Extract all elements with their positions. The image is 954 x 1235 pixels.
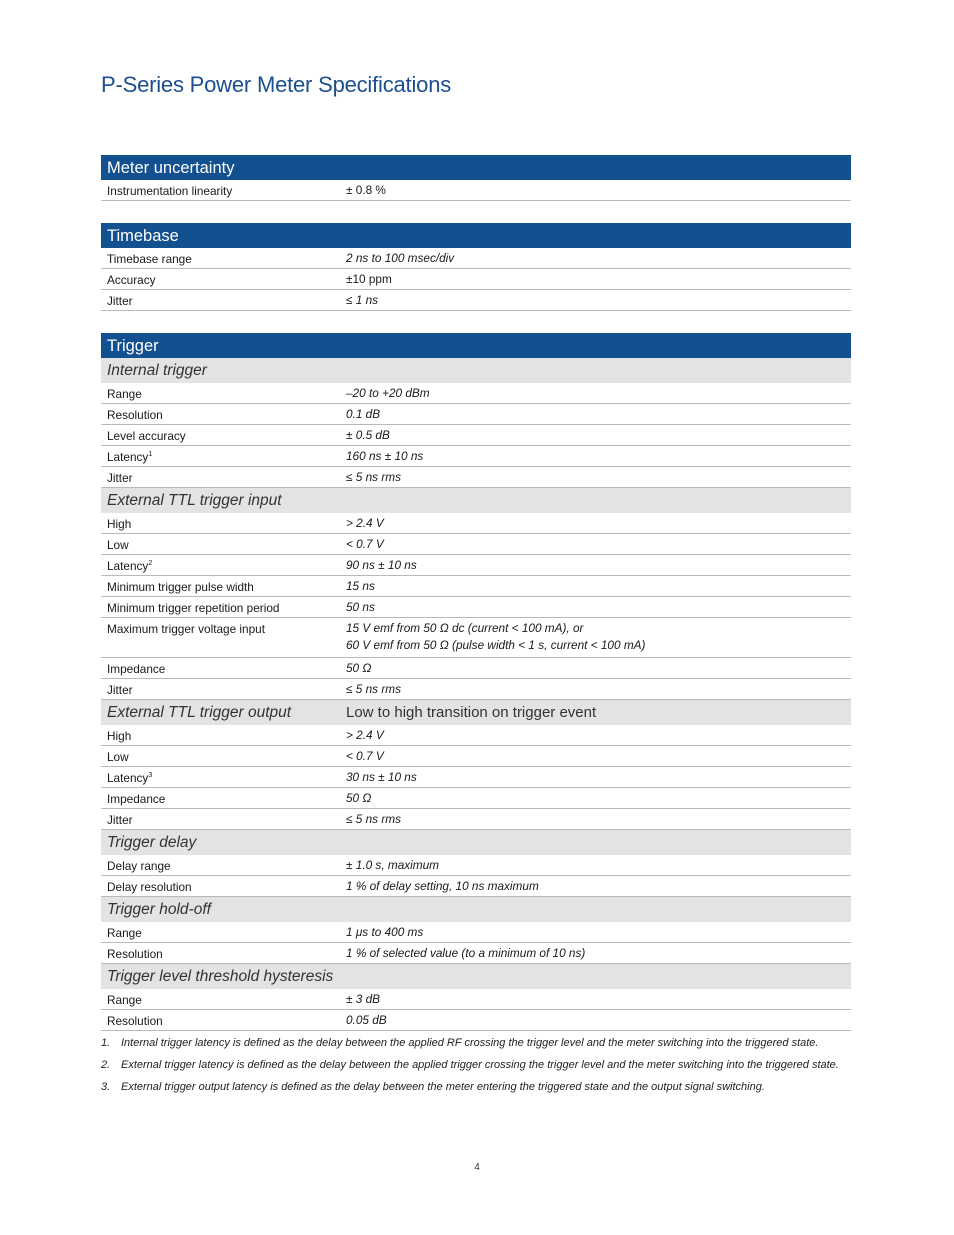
spec-label-text: Resolution xyxy=(107,408,163,422)
section-header: Timebase xyxy=(101,223,851,248)
sub-header xyxy=(101,830,851,855)
spec-value xyxy=(346,406,851,423)
sub-header xyxy=(101,700,851,725)
footnote-ref: 3 xyxy=(148,772,153,780)
spec-value: 2 ns to 100 msec/div xyxy=(346,251,455,265)
spec-value xyxy=(346,469,851,486)
sub-header-title: Trigger level threshold hysteresis xyxy=(107,968,334,985)
spec-row xyxy=(101,534,851,555)
spec-row xyxy=(101,1010,851,1031)
spec-row xyxy=(101,425,851,446)
spec-label: Timebase range xyxy=(107,252,192,266)
spec-row xyxy=(101,248,851,269)
spec-label-text: Resolution xyxy=(107,1014,163,1028)
spec-value-line: 160 ns ± 10 ns xyxy=(346,449,424,463)
spec-label-text: Level accuracy xyxy=(107,429,186,443)
spec-value: ± 0.8 % xyxy=(346,183,386,197)
spec-label-text: Low xyxy=(107,538,129,552)
spec-label xyxy=(101,450,346,464)
spec-row xyxy=(101,446,851,467)
spec-label xyxy=(101,429,346,443)
sub-header xyxy=(101,488,851,513)
spec-row xyxy=(101,876,851,897)
spec-label-text: Minimum trigger pulse width xyxy=(107,580,254,594)
spec-value-line: 1 μs to 400 ms xyxy=(346,925,424,939)
spec-value-line: 30 ns ± 10 ns xyxy=(346,770,417,784)
spec-label-text: Resolution xyxy=(107,947,163,961)
spec-row xyxy=(101,290,851,311)
spec-section xyxy=(101,223,851,311)
spec-value-line: < 0.7 V xyxy=(346,537,384,551)
spec-label xyxy=(101,880,346,894)
spec-value: ≤ 1 ns xyxy=(346,293,379,307)
spec-value-line: 1 % of selected value (to a minimum of 10 ns) xyxy=(346,946,586,960)
spec-value-line: ≤ 5 ns rms xyxy=(346,470,401,484)
sub-header-title: Trigger hold-off xyxy=(107,901,211,918)
spec-row xyxy=(101,679,851,700)
spec-value-line: 50 Ω xyxy=(346,661,372,675)
spec-row xyxy=(101,597,851,618)
footnote xyxy=(101,1037,851,1050)
sub-header xyxy=(101,358,851,383)
spec-value-line: 60 V emf from 50 Ω (pulse width < 1 s, current < 100 mA) xyxy=(346,638,646,652)
spec-label xyxy=(101,387,346,401)
spec-row xyxy=(101,383,851,404)
spec-label-text: Delay range xyxy=(107,859,171,873)
spec-label: Accuracy xyxy=(107,273,156,287)
spec-label-text: Latency xyxy=(107,559,149,573)
spec-label xyxy=(101,683,346,697)
spec-label xyxy=(101,750,346,764)
footnote xyxy=(101,1059,851,1072)
spec-label-text: Range xyxy=(107,993,142,1007)
spec-label-text: Jitter xyxy=(107,683,133,697)
trigger-section xyxy=(101,333,851,1094)
spec-value xyxy=(346,599,851,616)
simple-sections xyxy=(101,155,851,311)
spec-label-text: Impedance xyxy=(107,792,166,806)
sub-header-title: External TTL trigger input xyxy=(107,492,282,509)
spec-label-text: Jitter xyxy=(107,813,133,827)
spec-label xyxy=(101,729,346,743)
spec-value xyxy=(346,769,851,786)
section-header-trigger: Trigger xyxy=(101,333,851,358)
footnote-text: Internal trigger latency is defined as the delay between the applied RF crossing the trigger level and the meter switching into the triggered state. xyxy=(121,1037,819,1049)
spec-label xyxy=(101,1014,346,1028)
spec-label-text: Latency xyxy=(107,450,149,464)
spec-row xyxy=(101,269,851,290)
footnote-ref: 2 xyxy=(148,560,153,568)
spec-row xyxy=(101,922,851,943)
spec-row xyxy=(101,788,851,809)
spec-value-line: 0.05 dB xyxy=(346,1013,387,1027)
spec-label: Jitter xyxy=(107,294,133,308)
spec-label xyxy=(101,538,346,552)
spec-row xyxy=(101,618,851,658)
spec-content xyxy=(101,155,851,1116)
spec-label-text: Range xyxy=(107,387,142,401)
spec-value-line: < 0.7 V xyxy=(346,749,384,763)
spec-value xyxy=(346,515,851,532)
footnote xyxy=(101,1081,851,1094)
spec-value-line: ≤ 5 ns rms xyxy=(346,682,401,696)
spec-row xyxy=(101,746,851,767)
spec-value xyxy=(346,991,851,1008)
spec-value xyxy=(346,536,851,553)
footnote-text: External trigger output latency is defined as the delay between the meter entering the triggered state and the output signal switching. xyxy=(121,1081,765,1093)
spec-label xyxy=(101,517,346,531)
footnotes xyxy=(101,1037,851,1094)
spec-value-line: 90 ns ± 10 ns xyxy=(346,558,417,572)
spec-row xyxy=(101,989,851,1010)
spec-label-text: Impedance xyxy=(107,662,166,676)
spec-value xyxy=(346,620,851,654)
spec-value xyxy=(346,857,851,874)
spec-value xyxy=(346,790,851,807)
spec-section xyxy=(101,155,851,201)
section-header: Meter uncertainty xyxy=(101,155,851,180)
spec-row xyxy=(101,855,851,876)
spec-label xyxy=(101,993,346,1007)
spec-value xyxy=(346,681,851,698)
spec-value xyxy=(346,448,851,465)
spec-value-line: > 2.4 V xyxy=(346,516,384,530)
spec-label xyxy=(101,926,346,940)
spec-value-line: ± 3 dB xyxy=(346,992,381,1006)
spec-label xyxy=(101,813,346,827)
spec-row xyxy=(101,809,851,830)
spec-value-line: 15 V emf from 50 Ω dc (current < 100 mA), or xyxy=(346,621,584,635)
spec-label-text: High xyxy=(107,517,132,531)
spec-value-line: 1 % of delay setting, 10 ns maximum xyxy=(346,879,539,893)
spec-value xyxy=(346,557,851,574)
footnote-ref: 1 xyxy=(148,451,153,459)
spec-value xyxy=(346,578,851,595)
sub-header-title: Internal trigger xyxy=(107,362,207,379)
spec-label xyxy=(101,559,346,573)
spec-value xyxy=(346,660,851,677)
spec-label xyxy=(101,662,346,676)
spec-value xyxy=(346,945,851,962)
spec-label xyxy=(101,580,346,594)
spec-row xyxy=(101,658,851,679)
footnote-number: 2. xyxy=(101,1059,111,1071)
spec-label xyxy=(101,792,346,806)
footnote-text: External trigger latency is defined as the delay between the applied trigger crossing the trigger level and the meter switching into the triggered state. xyxy=(121,1059,839,1071)
spec-row xyxy=(101,555,851,576)
spec-value xyxy=(346,427,851,444)
spec-value-line: 50 ns xyxy=(346,600,375,614)
spec-row xyxy=(101,180,851,201)
spec-value-line: 50 Ω xyxy=(346,791,372,805)
trigger-groups xyxy=(101,358,851,1031)
spec-label xyxy=(101,471,346,485)
spec-value xyxy=(346,811,851,828)
spec-row xyxy=(101,943,851,964)
spec-value xyxy=(346,1012,851,1029)
spec-label-text: Maximum trigger voltage input xyxy=(107,622,266,636)
spec-label-text: Delay resolution xyxy=(107,880,192,894)
spec-value xyxy=(346,748,851,765)
spec-value-line: > 2.4 V xyxy=(346,728,384,742)
spec-row xyxy=(101,467,851,488)
spec-label xyxy=(101,771,346,785)
spec-label-text: Range xyxy=(107,926,142,940)
spec-value xyxy=(346,385,851,402)
spec-row xyxy=(101,513,851,534)
spec-label xyxy=(101,601,346,615)
spec-value-line: –20 to +20 dBm xyxy=(346,386,430,400)
sub-header-value: Low to high transition on trigger event xyxy=(346,704,597,721)
spec-label xyxy=(101,859,346,873)
footnote-number: 3. xyxy=(101,1081,111,1093)
sub-header xyxy=(101,897,851,922)
page-title: P-Series Power Meter Specifications xyxy=(101,72,452,97)
spec-value xyxy=(346,924,851,941)
spec-value-line: ± 0.5 dB xyxy=(346,428,390,442)
spec-label-text: Low xyxy=(107,750,129,764)
spec-label: Instrumentation linearity xyxy=(107,184,233,198)
spec-value xyxy=(346,878,851,895)
spec-label xyxy=(101,947,346,961)
spec-label-text: Jitter xyxy=(107,471,133,485)
sub-header xyxy=(101,964,851,989)
spec-row xyxy=(101,725,851,746)
spec-value-line: 15 ns xyxy=(346,579,375,593)
sub-header-title: Trigger delay xyxy=(107,834,197,851)
spec-value-line: ≤ 5 ns rms xyxy=(346,812,401,826)
spec-label xyxy=(101,408,346,422)
spec-label xyxy=(101,622,346,636)
spec-row xyxy=(101,404,851,425)
spec-label-text: Minimum trigger repetition period xyxy=(107,601,280,615)
spec-value-line: 0.1 dB xyxy=(346,407,381,421)
spec-label-text: High xyxy=(107,729,132,743)
page-number: 4 xyxy=(474,1162,480,1173)
sub-header-title: External TTL trigger output xyxy=(107,704,292,721)
spec-value xyxy=(346,727,851,744)
spec-value: ±10 ppm xyxy=(346,272,392,286)
spec-label-text: Latency xyxy=(107,771,149,785)
footnote-number: 1. xyxy=(101,1037,111,1049)
spec-row xyxy=(101,576,851,597)
spec-row xyxy=(101,767,851,788)
spec-value-line: ± 1.0 s, maximum xyxy=(346,858,440,872)
